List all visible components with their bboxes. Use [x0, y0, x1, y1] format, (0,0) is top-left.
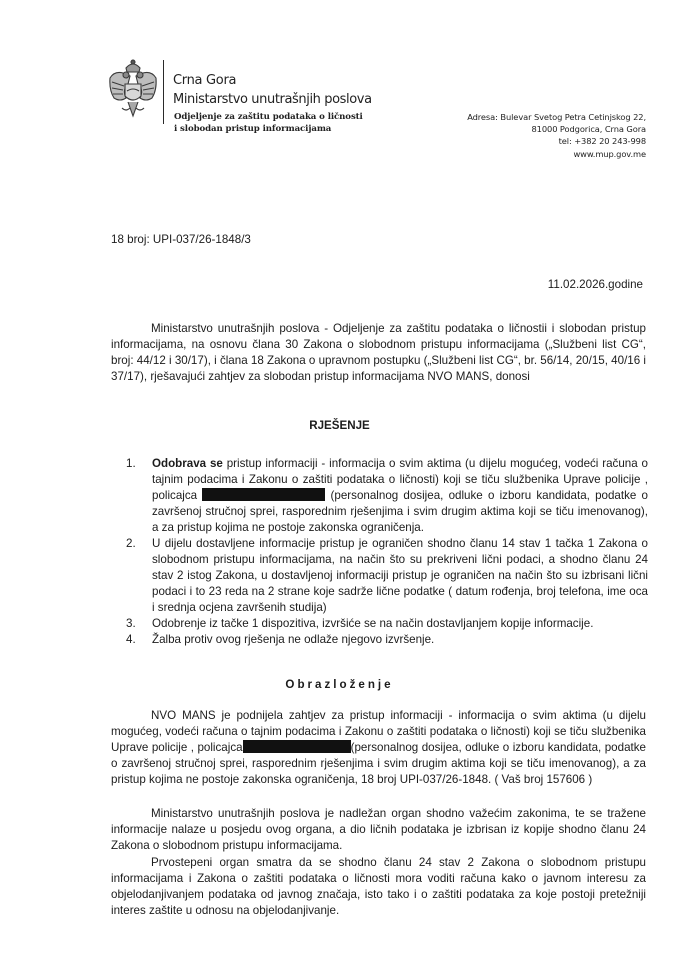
item-number: 4. — [126, 633, 136, 646]
reasoning-paragraph-3: Prvostepeni organ smatra da se shodno članu 24 stav 2 Zakona o slobodnom pristupu informacijama i Zakona o zaštiti podataka o ličnosti mora voditi računa kako o javnom interesu za objelodanjivanjem podataka od javnog značaja, isto tako i o zaštiti podataka za koje postoji pretežniji interes zaštite u odnosu na objelodanjivanje. — [111, 856, 646, 917]
ministry-name: Ministarstvo unutrašnjih poslova — [173, 92, 372, 107]
item-text: pristup informaciji - informacija o svim aktima (u dijelu mogućeg, vodeći računa o tajnim podacima i Zakonu o zaštiti podataka o ličnosti) koji se tiču službenika Uprave policije , policajca — [152, 457, 648, 502]
reasoning-paragraph-2: Ministarstvo unutrašnjih poslova je nadležan organ shodno važećim zakonima, te se tražene informacije nalaze u posjedu ovog organa, a dio ličnih podataka je izbrisan iz kopije shodno članu 24 Zakona o slobodnom pristupu informacijama. — [111, 807, 646, 852]
reasoning-paragraph-1 — [111, 708, 646, 788]
contact-address-block — [467, 111, 646, 160]
decision-heading: RJEŠENJE — [309, 419, 370, 432]
item-number: 2. — [126, 537, 136, 550]
decision-item — [126, 616, 648, 632]
decision-item — [126, 632, 648, 648]
item-number: 1. — [126, 457, 136, 470]
redacted-name — [202, 488, 325, 501]
website-link[interactable]: www.mup.gov.me — [573, 148, 646, 159]
address-street: Adresa: Bulevar Svetog Petra Cetinjskog 22, — [467, 112, 646, 122]
montenegro-coat-of-arms-icon — [106, 58, 160, 124]
reasoning-text: NVO MANS je podnijela zahtjev za pristup informaciji - informacija o svim aktima (u dijelu mogućeg, vodeći računa o tajnim podacima i Zakonu o zaštiti podataka o ličnosti) koji se tiču službenika Uprave policije , policajca — [111, 709, 646, 754]
decision-list — [126, 456, 648, 648]
document-date: 11.02.2026.godine — [547, 278, 643, 291]
item-text: Žalba protiv ovog rješenja ne odlaže njegovo izvršenje. — [152, 633, 435, 646]
item-bold-lead: Odobrava se — [152, 457, 223, 470]
reasoning-text-continued: (personalnog dosijea, odluke o izboru kandidata, podatke o završenoj stručnoj sprei, rasporednim rješenjima i svim drugim aktima koji se tiču imenovanog), a za pristup kojima ne postoje zakonska ograničenja, 18 broj UPI-037/26-1848. ( Vaš broj 157606 ) — [111, 741, 646, 786]
country-name: Crna Gora — [173, 73, 237, 88]
department-name — [174, 111, 363, 135]
decision-item — [126, 456, 648, 536]
preamble-paragraph: Ministarstvo unutrašnjih poslova - Odjeljenje za zaštitu podataka o ličnostii i slobodan pristup informacijama, na osnovu člana 30 Zakona o slobodnom pristupu informacijama („Službeni list CG“, broj: 44/12 i 30/17), i člana 18 Zakona o upravnom postupku („Službeni list CG“, br. 56/14, 20/15, 40/16 i 37/17), rješavajući zahtjev za slobodan pristup informacijama NVO MANS, donosi — [111, 322, 646, 383]
redacted-name — [243, 740, 351, 753]
phone-number: tel: +382 20 243-998 — [558, 136, 646, 147]
item-text-continued: (personalnog dosijea, odluke o izboru kandidata, podatke o završenoj stručnoj sprei, rasporednim rješenjima i svim drugim aktima koji se tiču imenovanog), a za pristup kojima ne postoje zakonska ograničenja. — [152, 489, 648, 534]
decision-item — [126, 536, 648, 616]
item-text: U dijelu dostavljene informacije pristup je ograničen shodno članu 14 stav 1 tačka 1 Zakona o slobodnom pristupu informacijama, na način što su prekriveni lični podaci, a shodno članu 24 stav 2 istog Zakona, u dostavljenoj informaciji pristup je ograničen na način što su izbrisani lični podaci i to 23 reda na 2 strane koje sadrže lične podatke ( datum rođenja, broj telefona, ime oca i srednja ocjena završenih studija) — [152, 537, 648, 614]
reasoning-heading: Obrazloženje — [285, 678, 394, 691]
letterhead-divider — [163, 60, 164, 124]
department-line-2: i slobodan pristup informacijama — [174, 124, 332, 134]
item-text: Odobrenje iz tačke 1 dispozitiva, izvršiće se na način dostavljanjem kopije informacije. — [152, 617, 594, 630]
department-line-1: Odjeljenje za zaštitu podataka o ličnosti — [174, 112, 363, 122]
address-city: 81000 Podgorica, Crna Gora — [531, 124, 646, 135]
reference-number: 18 broj: UPI-037/26-1848/3 — [111, 233, 251, 246]
item-number: 3. — [126, 617, 136, 630]
